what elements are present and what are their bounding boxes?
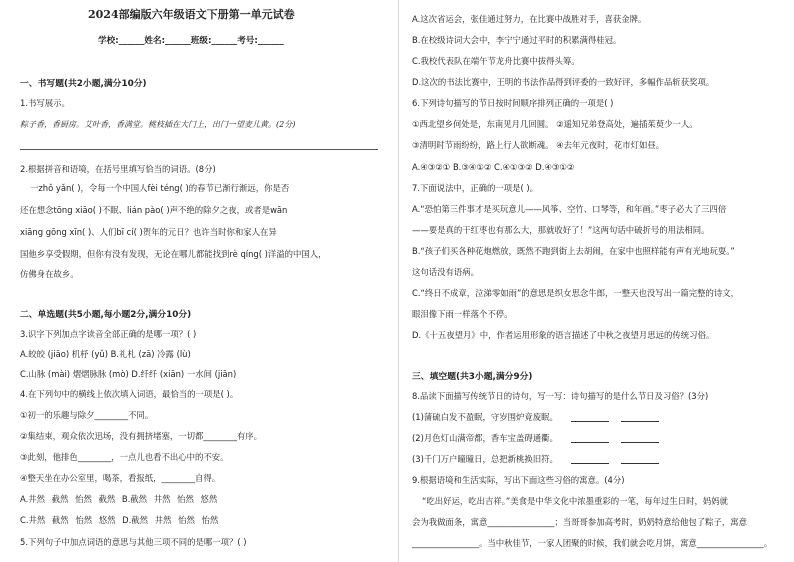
- answer-blank[interactable]: [571, 412, 609, 422]
- question-5-option-b: B.在校级诗词大会中，李宁宁通过平时的积累满得桂冠。: [412, 35, 622, 45]
- handwriting-line: [20, 149, 378, 150]
- question-9: 9.根据语境和生活实际，写出下面这些习俗的寓意。(4分): [412, 475, 625, 485]
- question-7-option-b-line-1: B.“孩子们买各种花炮燃放，既然不跑到街上去胡闹，在家中也照样能有声有光地玩耍。”: [412, 246, 735, 256]
- question-4-item-4: ④整天坐在办公室里，喝茶，看报纸，________自得。: [20, 473, 221, 483]
- question-9-line-1: “吃出好运，吃出吉祥。”美食是中华文化中浓墨重彩的一笔，每年过生日时，妈妈就: [422, 496, 728, 506]
- question-5-option-d: D.这次的书法比赛中，王明的书法作品得到评委的一致好评，多幅作品斩获奖项。: [412, 77, 715, 87]
- question-4-item-3: ③此刻，他排色________，一点儿也看不出心中的不安。: [20, 452, 229, 462]
- question-8-poem-2: (2)月色灯山满帝都，香车宝盖碍通衢。: [412, 433, 558, 443]
- question-3-options-ab: A.皎皎 (jiāo) 机杼 (yǔ) B.礼札 (zā) 冷露 (lù): [20, 349, 191, 359]
- right-column: [402, 0, 794, 562]
- question-7: 7.下面说法中，正确的一项是( )。: [412, 183, 539, 193]
- question-7-option-d: D.《十五夜望月》中，作者运用形象的语言描述了中秋之夜望月思远的传统习俗。: [412, 330, 715, 340]
- section-2-heading: 二、单选题(共5小题,每小题2分,满分10分): [20, 310, 192, 320]
- question-5: 5.下列句子中加点词语的意思与其他三项不同的是哪一项？( ): [20, 537, 247, 547]
- answer-blank[interactable]: [621, 454, 659, 464]
- question-2-line-5: 仿佛身在故乡。: [20, 269, 79, 279]
- question-7-option-a-line-1: A.“恐怕第三件事才是买玩意儿——风筝、空竹、口琴等，和年画。”枣子必大了三四倍: [412, 204, 727, 214]
- question-2: 2.根据拼音和语境，在括号里填写恰当的词语。(8分): [20, 164, 216, 174]
- question-4-options-cd: C.井然 截然 怡然 悠然 D.截然 井然 怡然 怡然: [20, 515, 219, 525]
- question-7-option-b-line-2: 这句话没有语病。: [412, 267, 479, 277]
- student-info-line: 学校:______姓名:______班级:______考号:______: [98, 36, 284, 46]
- question-8-item-2: [412, 433, 659, 443]
- section-3-heading: 三、填空题(共3小题,满分9分): [412, 372, 533, 382]
- answer-blank[interactable]: [571, 454, 609, 464]
- column-divider: [398, 0, 399, 562]
- question-5-option-c: C.我校代表队在端午节龙舟比赛中拔得头筹。: [412, 56, 580, 66]
- question-2-line-2: 还在想念tōng xiāo( )不眠、lián pào( )声不绝的除夕之夜，或者是wān: [20, 205, 288, 215]
- question-3: 3.识字下列加点字读音全部正确的是哪一项？( ): [20, 329, 197, 339]
- question-8-item-3: [412, 454, 659, 464]
- answer-blank[interactable]: [621, 412, 659, 422]
- question-4-item-2: ②集结束，观众依次迅场，没有拥挤堵塞，一切都________有序。: [20, 431, 263, 441]
- question-6-poems-2: ③清明时节雨纷纷，路上行人欲断魂。 ④去年元夜时，花市灯如昼。: [412, 140, 665, 150]
- question-6: 6.下列诗句描写的节日按时间顺序排列正确的一项是( ): [412, 98, 614, 108]
- question-6-poems-1: ①西北望乡何处是，东南见月几回圆。 ②遥知兄弟登高处，遍插茱萸少一人。: [412, 119, 698, 129]
- question-3-options-cd: C.山脉 (mài) 熠熠脉脉 (mò) D.纤纤 (xiān) 一水间 (jiān): [20, 369, 237, 379]
- question-8-poem-3: (3)千门万户曈曈日，总把新桃换旧符。: [412, 454, 558, 464]
- question-5-option-a: A.这次省运会，张佳通过努力，在比赛中战胜对手，喜获金牌。: [412, 14, 647, 24]
- question-2-line-4: 国他乡享受假期，但你有没有发现，无论在哪儿都能找到rè qíng( )洋溢的中国人，: [20, 249, 327, 259]
- question-7-option-c-line-2: 眼泪像下雨一样落个不停。: [412, 309, 513, 319]
- question-7-option-c-line-1: C.“终日不成章，泣涕零如雨”的意思是织女思念牛郎，一整天也没写出一篇完整的诗文，: [412, 288, 740, 298]
- question-2-line-3: xiāng gōng xīn( )、人们bī cí( )贺年的元日？也许当时你和家人在异: [20, 227, 277, 237]
- left-column: [0, 0, 395, 562]
- question-1-copy-text: 粽子香，香厨房。艾叶香，香满堂。桃枝插在大门上，出门一望麦儿黄。(2分): [20, 120, 296, 129]
- question-7-option-a-line-2: ——要是真的干红枣也有那么大，那就收好了！”这两句话中破折号的用法相同。: [412, 225, 710, 235]
- answer-blank[interactable]: [571, 433, 609, 443]
- question-4-item-1: ①初一的乐趣与除夕________不同。: [20, 410, 154, 420]
- question-8-item-1: [412, 412, 659, 422]
- answer-blank[interactable]: [621, 433, 659, 443]
- question-9-line-2: 会为我做面条，寓意________________；当哥哥参加高考时，奶奶特意给他包了粽子，寓意: [412, 517, 747, 527]
- question-9-line-3: ________________。当中秋佳节，一家人团聚的时候，我们就会吃月饼，寓意________________。: [412, 538, 773, 548]
- question-6-options: A.④③②① B.③④①② C.④①③② D.④③①②: [412, 162, 575, 172]
- question-4: 4.在下列句中的横线上依次填入词语，最恰当的一项是( )。: [20, 389, 239, 399]
- question-8: 8.品读下面描写传统节日的诗句，写一写：诗句描写的是什么节日及习俗？(3分): [412, 391, 709, 401]
- question-4-options-ab: A.井然 截然 怡然 截然 B.截然 井然 怡然 悠然: [20, 494, 218, 504]
- question-8-poem-1: (1)蒲硫白发不盈眠，守岁围炉竟废眠。: [412, 412, 558, 422]
- question-1: 1.书写展示。: [20, 98, 70, 108]
- question-2-line-1: 一zhǒ yǎn( )，令每一个中国人fèi téng( )的春节已渐行渐远，你是否: [30, 183, 290, 193]
- page-title: 2024部编版六年级语文下册第一单元试卷: [88, 8, 295, 21]
- section-1-heading: 一、书写题(共2小题,满分10分): [20, 79, 147, 89]
